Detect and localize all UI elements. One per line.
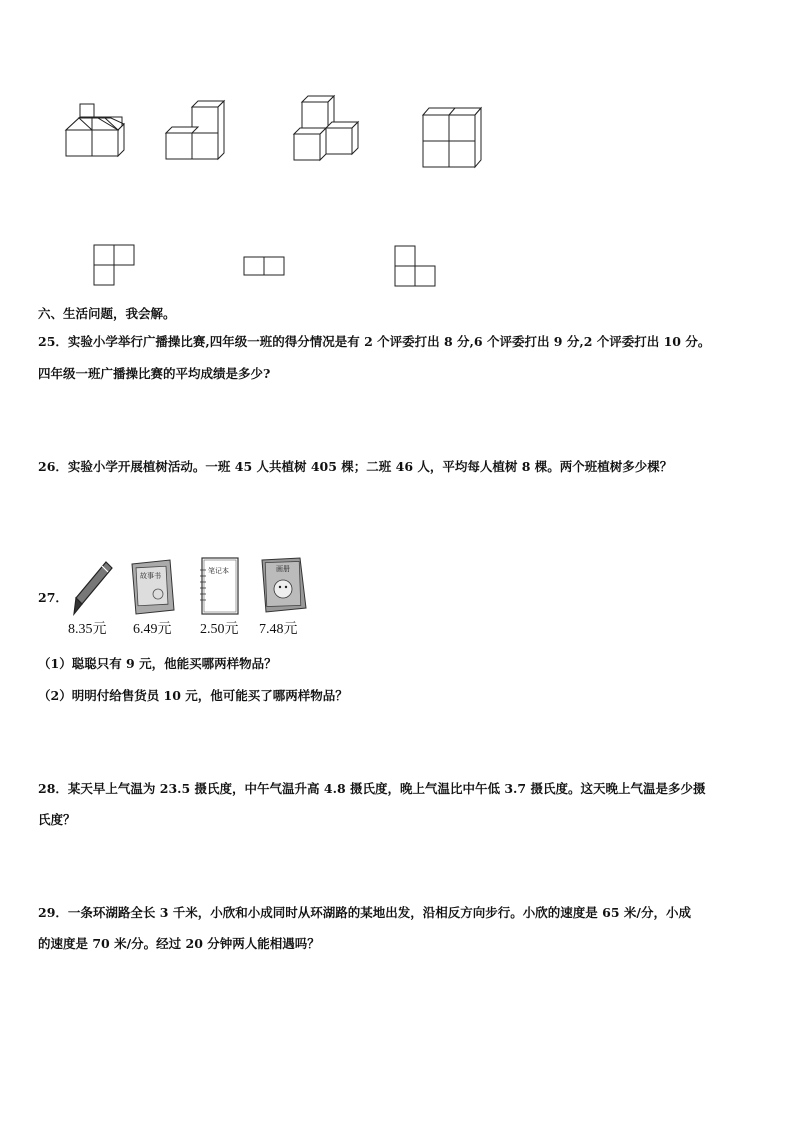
notebook-icon bbox=[198, 556, 248, 616]
question-27-number: 27． bbox=[38, 590, 68, 605]
picture-book-icon bbox=[256, 556, 312, 616]
picture-book-label: 画册 bbox=[276, 565, 290, 573]
price-storybook: 6.49元 bbox=[133, 622, 172, 637]
cube-figure-1 bbox=[0, 0, 794, 300]
storybook-label: 故事书 bbox=[140, 572, 161, 580]
question-27-sub1: （1）聪聪只有 9 元，他能买哪两样物品？ bbox=[38, 656, 277, 671]
notebook-label: 笔记本 bbox=[208, 567, 229, 575]
price-picture-book: 7.48元 bbox=[259, 622, 298, 637]
price-notebook: 2.50元 bbox=[200, 622, 239, 637]
question-29-line2: 的速度是 70 米/分。经过 20 分钟两人能相遇吗？ bbox=[38, 936, 320, 951]
question-25-line2: 四年级一班广播操比赛的平均成绩是多少? bbox=[38, 366, 271, 381]
question-25-line1: 25．实验小学举行广播操比赛,四年级一班的得分情况是有 2 个评委打出 8 分,6 个评委打出 9 分,2 个评委打出 10 分。 bbox=[38, 334, 711, 349]
question-29-line1: 29．一条环湖路全长 3 千米，小欣和小成同时从环湖路的某地出发，沿相反方向步行。小欣的速度是 65 米/分，小成 bbox=[38, 905, 691, 920]
question-26: 26．实验小学开展植树活动。一班 45 人共植树 405 棵；二班 46 人，平均每人植树 8 棵。两个班植树多少棵？ bbox=[38, 459, 673, 474]
question-28-line2: 氏度？ bbox=[38, 812, 76, 827]
storybook-icon bbox=[128, 558, 178, 618]
question-27-sub2: （2）明明付给售货员 10 元，他可能买了哪两样物品？ bbox=[38, 688, 348, 703]
section-title: 六、生活问题，我会解。 bbox=[38, 306, 176, 321]
pen-icon bbox=[66, 560, 116, 620]
question-28-line1: 28．某天早上气温为 23.5 摄氏度，中午气温升高 4.8 摄氏度，晚上气温比中午低 3.7 摄氏度。这天晚上气温是多少摄 bbox=[38, 781, 706, 796]
price-pen: 8.35元 bbox=[68, 622, 107, 637]
